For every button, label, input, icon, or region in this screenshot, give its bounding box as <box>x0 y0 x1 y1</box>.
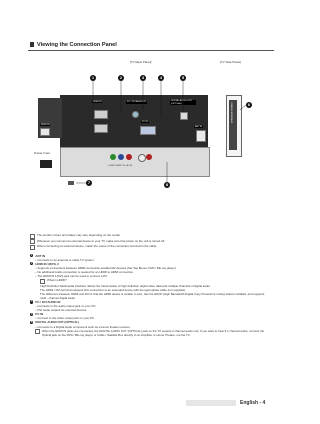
note-icon <box>30 234 35 239</box>
section-line: – Connect to the video output jack on your PC. <box>35 316 95 321</box>
section-line: 'High Definition Multimedia interface' allows the transmission of high definition digital video data and multiple channels of digital audio. <box>40 283 211 288</box>
section-line: – Connects to a Digital Audio component such as a Home theater receiver. <box>35 324 131 329</box>
section-number: 3 <box>31 300 33 304</box>
section-line: What is HDMI? <box>47 278 67 283</box>
section-line: The difference between HDMI and DVI is that the HDMI device is smaller in size, has the HDCP (High Bandwidth Digital Copy Protection) coding feature installed, and supports multi - channel digital audio. <box>40 291 265 300</box>
callout-1: 1 <box>91 75 95 80</box>
note-text: The product colour and shape may vary depending on the model. <box>37 233 121 237</box>
common-interface-label: COMMON INTERFACE <box>230 102 232 124</box>
pc-dvi-label: PC / DVI AUDIO IN <box>127 101 146 103</box>
section-line: – No additional Audio connection is needed for an HDMI to HDMI connection. <box>35 269 134 274</box>
section-number: 5 <box>31 320 33 324</box>
note-icon <box>35 329 40 334</box>
component-label: COMPONENT IN / AV IN <box>108 165 133 167</box>
hdmi-main-label: HDMI IN <box>93 101 102 103</box>
section-line: – Connects to the audio output jack on your PC. <box>35 304 97 309</box>
callout-3: 3 <box>141 75 145 80</box>
callout-5: 5 <box>181 75 185 80</box>
section-note-row <box>30 329 270 337</box>
side-panel-label: [TV Side Panel] <box>220 60 241 64</box>
footer-bar <box>186 400 236 406</box>
callout-7: 7 <box>87 180 91 185</box>
callout-2: 2 <box>119 75 123 80</box>
notes-section <box>30 233 270 337</box>
note-icon <box>30 239 35 244</box>
note-icon <box>30 245 35 250</box>
note-icon <box>40 279 45 284</box>
callout-6: 6 <box>247 102 251 107</box>
section-line: – Connects to an antenna or cable TV system. <box>35 257 95 262</box>
note-text: Whenever you connect an external device to your TV, make sure that power on the unit is turned off. <box>37 238 166 243</box>
section-title: HDMI IN 1(DVI), 2 <box>35 261 59 266</box>
hdmi-side-label: HDMI IN <box>41 124 50 126</box>
section-title: PC IN <box>35 312 44 317</box>
pc-in-label: PC IN <box>142 121 148 123</box>
power-input-label: Power Input <box>34 151 51 155</box>
section-line: When the HDMI IN jacks are connected, the DIGITAL AUDIO OUT (OPTICAL) jack on the TV outputs 2 channel audio only. If you want to hear 5.1 channel audio, connect the Optical jack on the DVD / Blu-ray player or Cable / Satellite Box directly to an Amplifier or Home Theatre, not the TV. <box>42 328 265 337</box>
section-number: 2 <box>31 261 33 265</box>
section-number: 4 <box>31 312 33 316</box>
section-line: – The HDMI IN 1(DVI) jack can be used to connect a PC. <box>35 273 109 278</box>
callout-8: 8 <box>165 182 169 187</box>
ant-in-label: ANT IN <box>195 126 203 128</box>
heading-text: Viewing the Connection Panel <box>37 42 117 48</box>
digital-audio-label: DIGITAL AUDIO OUT (OPTICAL) <box>170 100 196 105</box>
section-line: – Supports connections between HDMI-connection-enabled AV devices (Set-Top Boxes, DVD / Blu-ray player) <box>35 265 176 270</box>
section-line: The HDMI / DVI terminal supports DVI connection to an extended device with the appropriate cable (not supplied). <box>40 287 186 292</box>
callout-4: 4 <box>159 75 163 80</box>
note-text: When connecting an external device, match the colour of the connection terminal to the cable. <box>37 244 158 248</box>
rear-panel-label: [TV Rear Panel] <box>130 60 152 64</box>
section-title: DIGITAL AUDIO OUT (OPTICAL) <box>35 320 80 325</box>
section-line: – DVI audio outputs for external devices. <box>35 308 88 313</box>
section-title: PC / DVI AUDIO IN <box>35 299 61 304</box>
page-footer: English - 4 <box>240 400 266 406</box>
section-title: ANT IN <box>35 253 46 258</box>
section-number: 1 <box>31 253 33 257</box>
